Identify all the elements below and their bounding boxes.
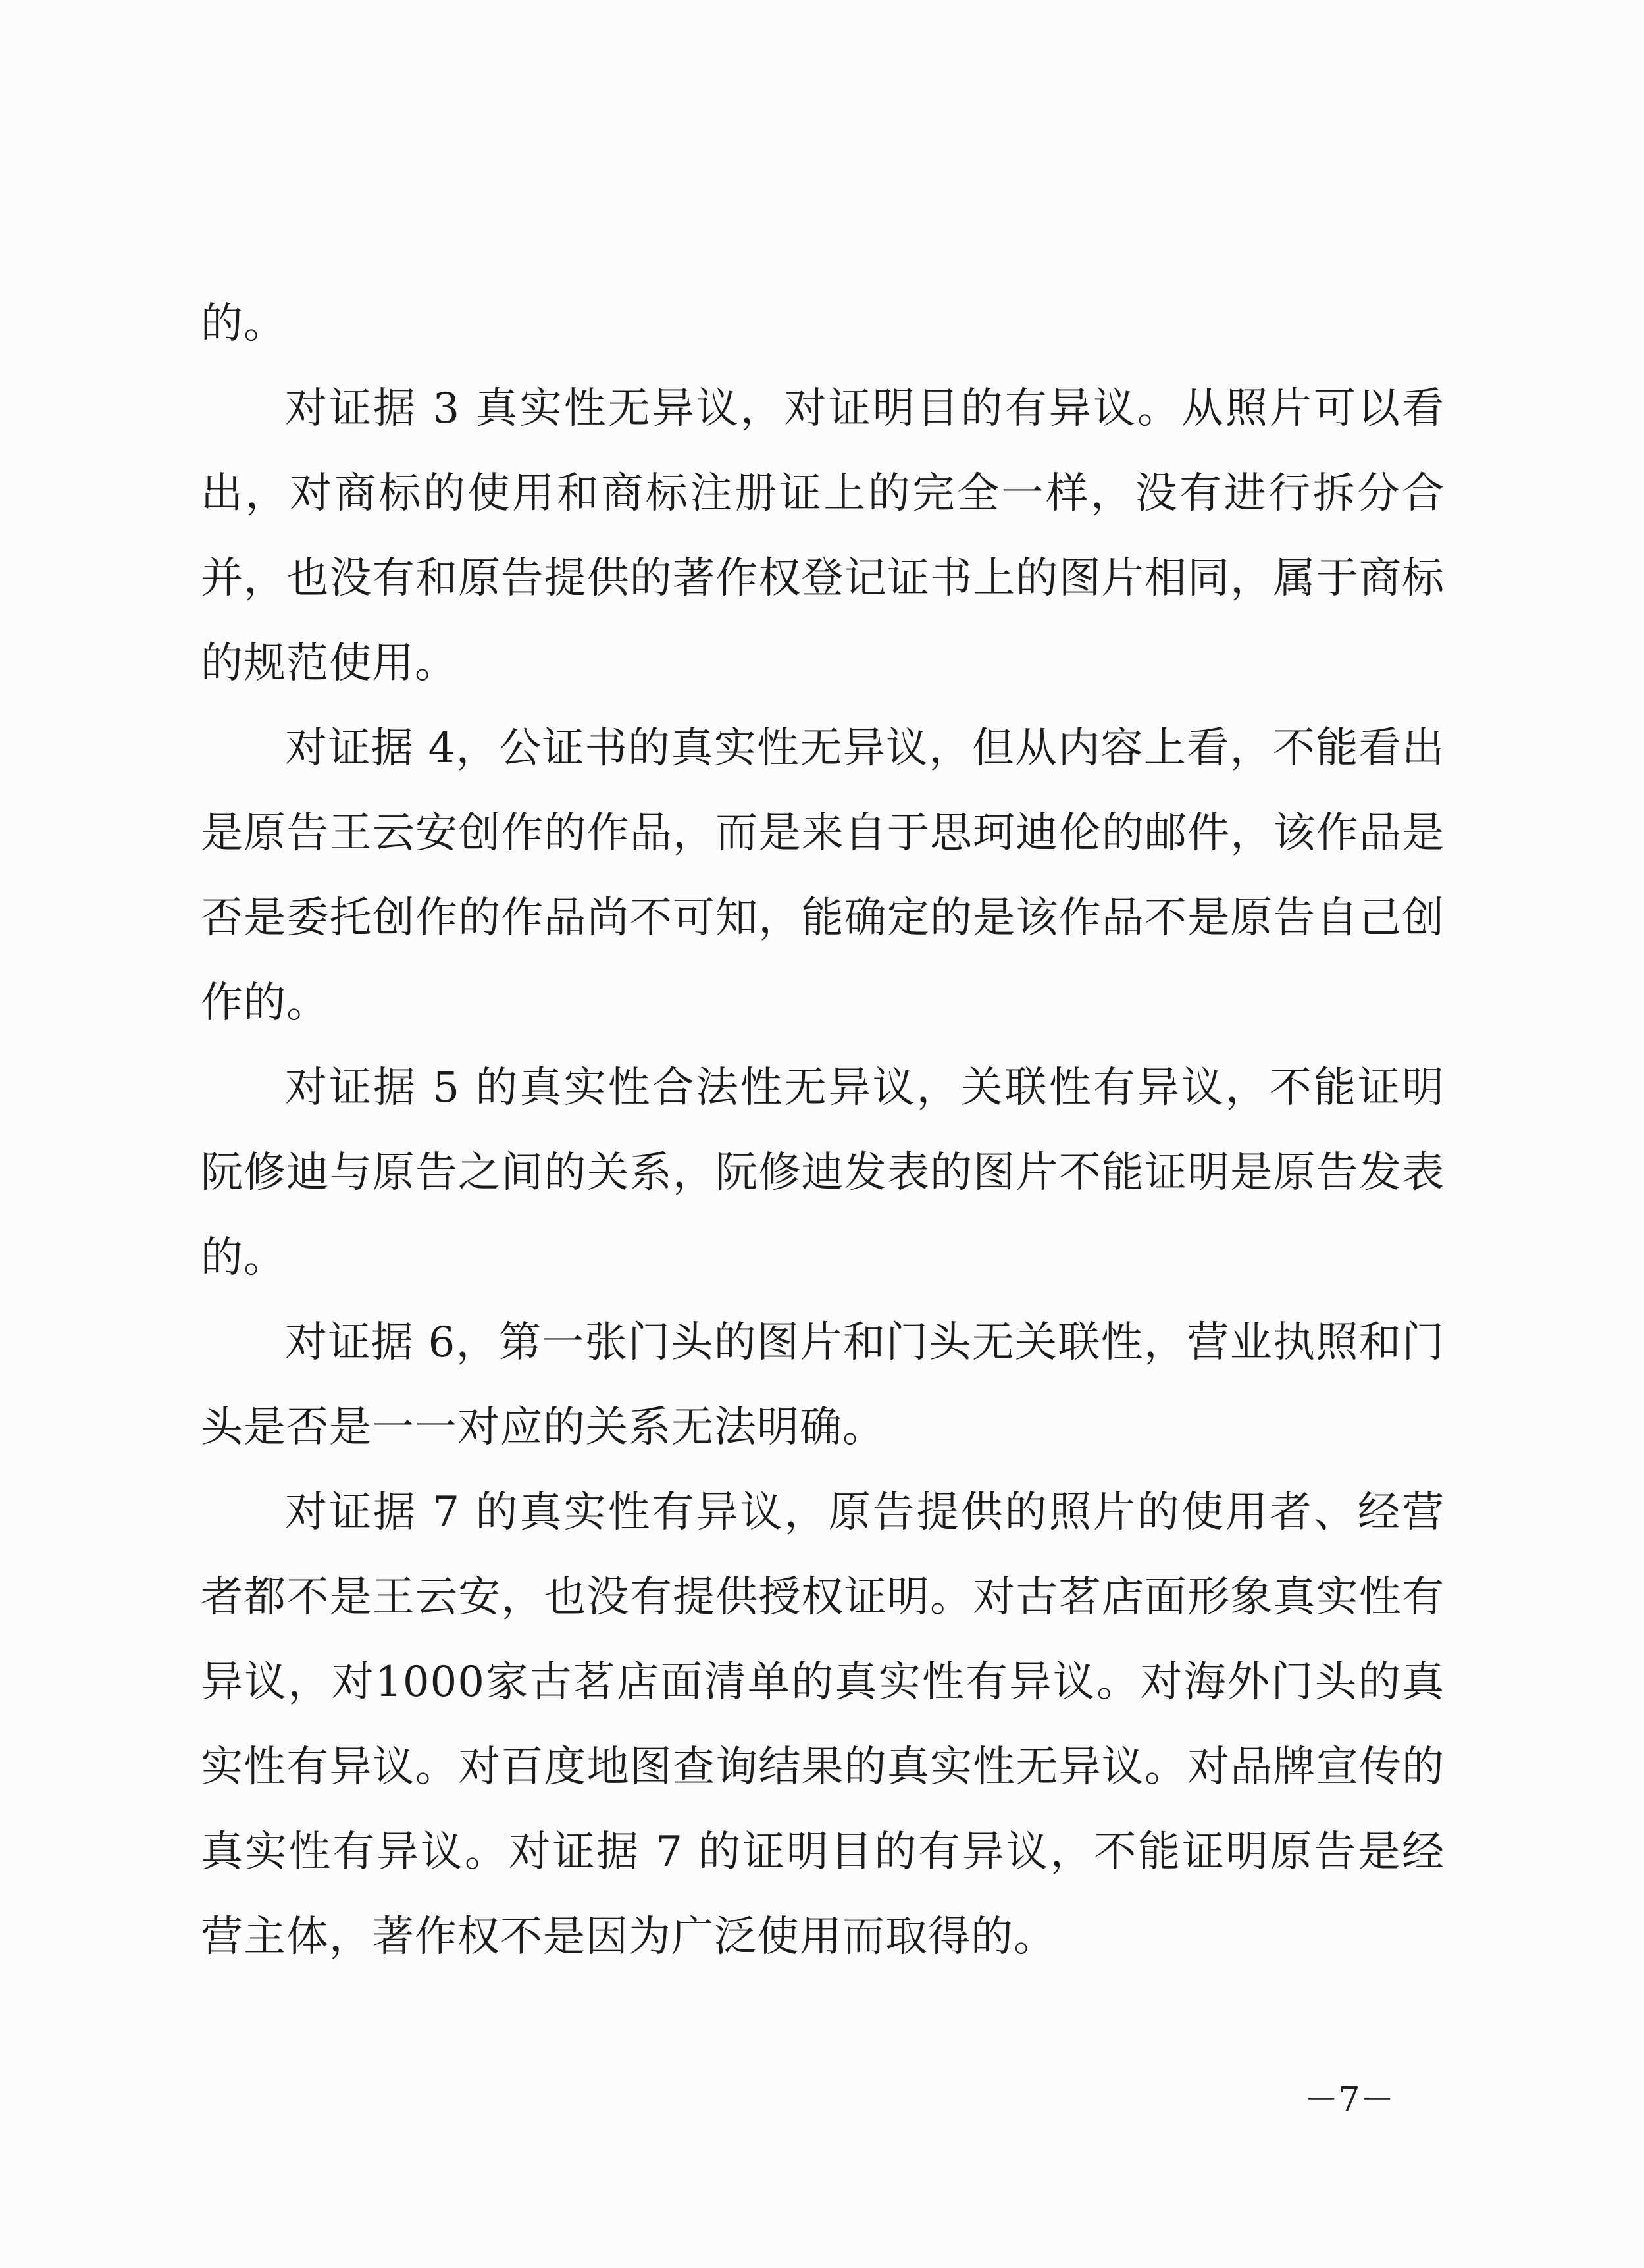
- paragraph-continuation: 的。: [201, 299, 286, 348]
- paragraph-evidence-3: 对证据 3 真实性无异议，对证明目的有异议。从照片可以看出，对商标的使用和商标注册证上的完全一样，没有进行拆分合并，也没有和原告提供的著作权登记证书上的图片相同，属于商标的规范使用。: [201, 384, 1445, 688]
- paragraph-evidence-4: 对证据 4，公证书的真实性无异议，但从内容上看，不能看出是原告王云安创作的作品，而是来自于思珂迪伦的邮件，该作品是否是委托创作的作品尚不可知，能确定的是该作品不是原告自己创作的。: [201, 724, 1445, 1027]
- paragraph-evidence-7: 对证据 7 的真实性有异议，原告提供的照片的使用者、经营者都不是王云安，也没有提供授权证明。对古茗店面形象真实性有异议，对1000家古茗店面清单的真实性有异议。对海外门头的真实性有异议。对百度地图查询结果的真实性无异议。对品牌宣传的真实性有异议。对证据 7 的证明目的有异议，不能证明原告是经营主体，著作权不是因为广泛使用而取得的。: [201, 1488, 1445, 1961]
- page-number: －7－: [1304, 2080, 1395, 2120]
- paragraph-evidence-5: 对证据 5 的真实性合法性无异议，关联性有异议，不能证明阮修迪与原告之间的关系，阮修迪发表的图片不能证明是原告发表的。: [201, 1064, 1445, 1282]
- document-body: [201, 282, 1445, 1980]
- paragraph-evidence-6: 对证据 6，第一张门头的图片和门头无关联性，营业执照和门头是否是一一对应的关系无法明确。: [201, 1318, 1445, 1452]
